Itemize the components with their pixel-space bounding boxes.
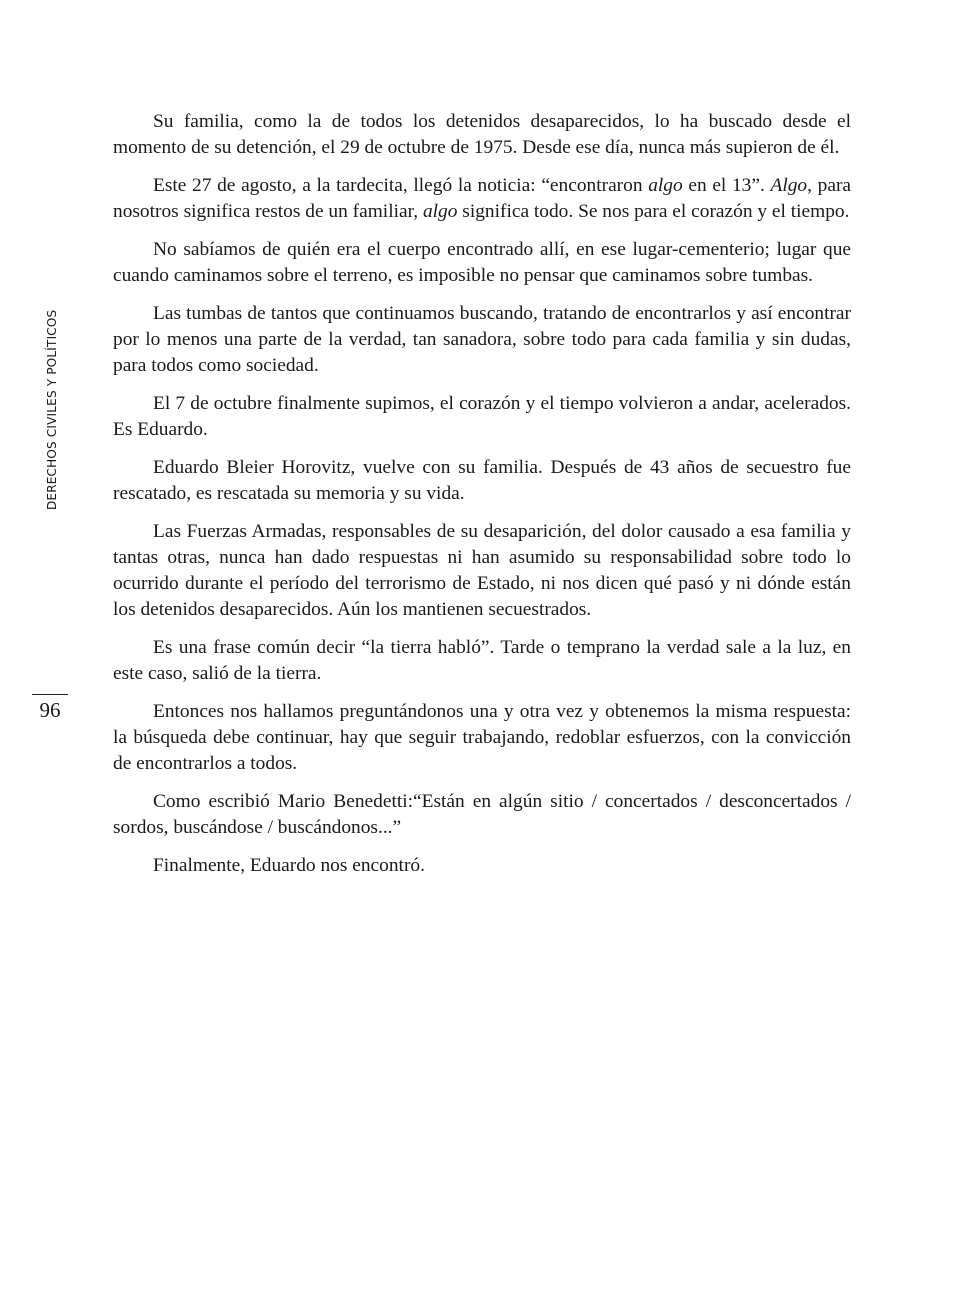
paragraph-9: Entonces nos hallamos preguntándonos una y otra vez y obtenemos la misma respuesta: la búsqueda debe continuar, hay que seguir trabajando, redoblar esfuerzos, con la convicción de encontrarlos a todos. [113,701,851,774]
page-number-rule [32,694,68,695]
paragraph-1: Su familia, como la de todos los detenidos desaparecidos, lo ha buscado desde el momento de su detención, el 29 de octubre de 1975. Desde ese día, nunca más supieron de él. [113,111,851,158]
body-text [113,109,851,891]
paragraph-2-italic-1: algo [648,175,683,196]
paragraph-11: Finalmente, Eduardo nos encontró. [153,855,425,876]
paragraph-6: Eduardo Bleier Horovitz, vuelve con su familia. Después de 43 años de secuestro fue rescatado, es rescatada su memoria y su vida. [113,457,851,504]
paragraph-2 [113,173,851,225]
paragraph-8: Es una frase común decir “la tierra habló”. Tarde o temprano la verdad sale a la luz, en este caso, salió de la tierra. [113,637,851,684]
paragraph-2-text-1: Este 27 de agosto, a la tardecita, llegó la noticia: “encontraron [153,175,649,196]
running-section-title: DERECHOS CIVILES Y POLÍTICOS [45,309,59,510]
paragraph-3: No sabíamos de quién era el cuerpo encontrado allí, en ese lugar-cementerio; lugar que cuando caminamos sobre el terreno, es imposible no pensar que caminamos sobre tumbas. [113,239,851,286]
paragraph-10: Como escribió Mario Benedetti:“Están en algún sitio / concertados / desconcertados / sordos, buscándose / buscándonos...” [113,791,851,838]
paragraph-2-text-2: en el 13”. [682,175,771,196]
paragraph-2-italic-3: algo [422,201,458,222]
page-number: 96 [39,698,61,722]
paragraph-4: Las tumbas de tantos que continuamos buscando, tratando de encontrarlos y así encontrar por lo menos una parte de la verdad, tan sanadora, sobre todo para cada familia y sin dudas, para todos como sociedad. [113,303,851,376]
paragraph-2-text-4: significa todo. Se nos para el corazón y el tiempo. [457,201,850,222]
paragraph-2-text-3: , para nosotros significa restos de un familiar, [113,175,852,222]
paragraph-2-italic-2: Algo [770,175,808,196]
paragraph-5: El 7 de octubre finalmente supimos, el corazón y el tiempo volvieron a andar, acelerados. Es Eduardo. [113,393,851,440]
paragraph-7: Las Fuerzas Armadas, responsables de su desaparición, del dolor causado a esa familia y tantas otras, nunca han dado respuestas ni han asumido su responsabilidad sobre todo lo ocurrido durante el período del terrorismo de Estado, ni nos dicen qué pasó y ni dónde están los detenidos desaparecidos. Aún los mantienen secuestrados. [113,521,851,620]
